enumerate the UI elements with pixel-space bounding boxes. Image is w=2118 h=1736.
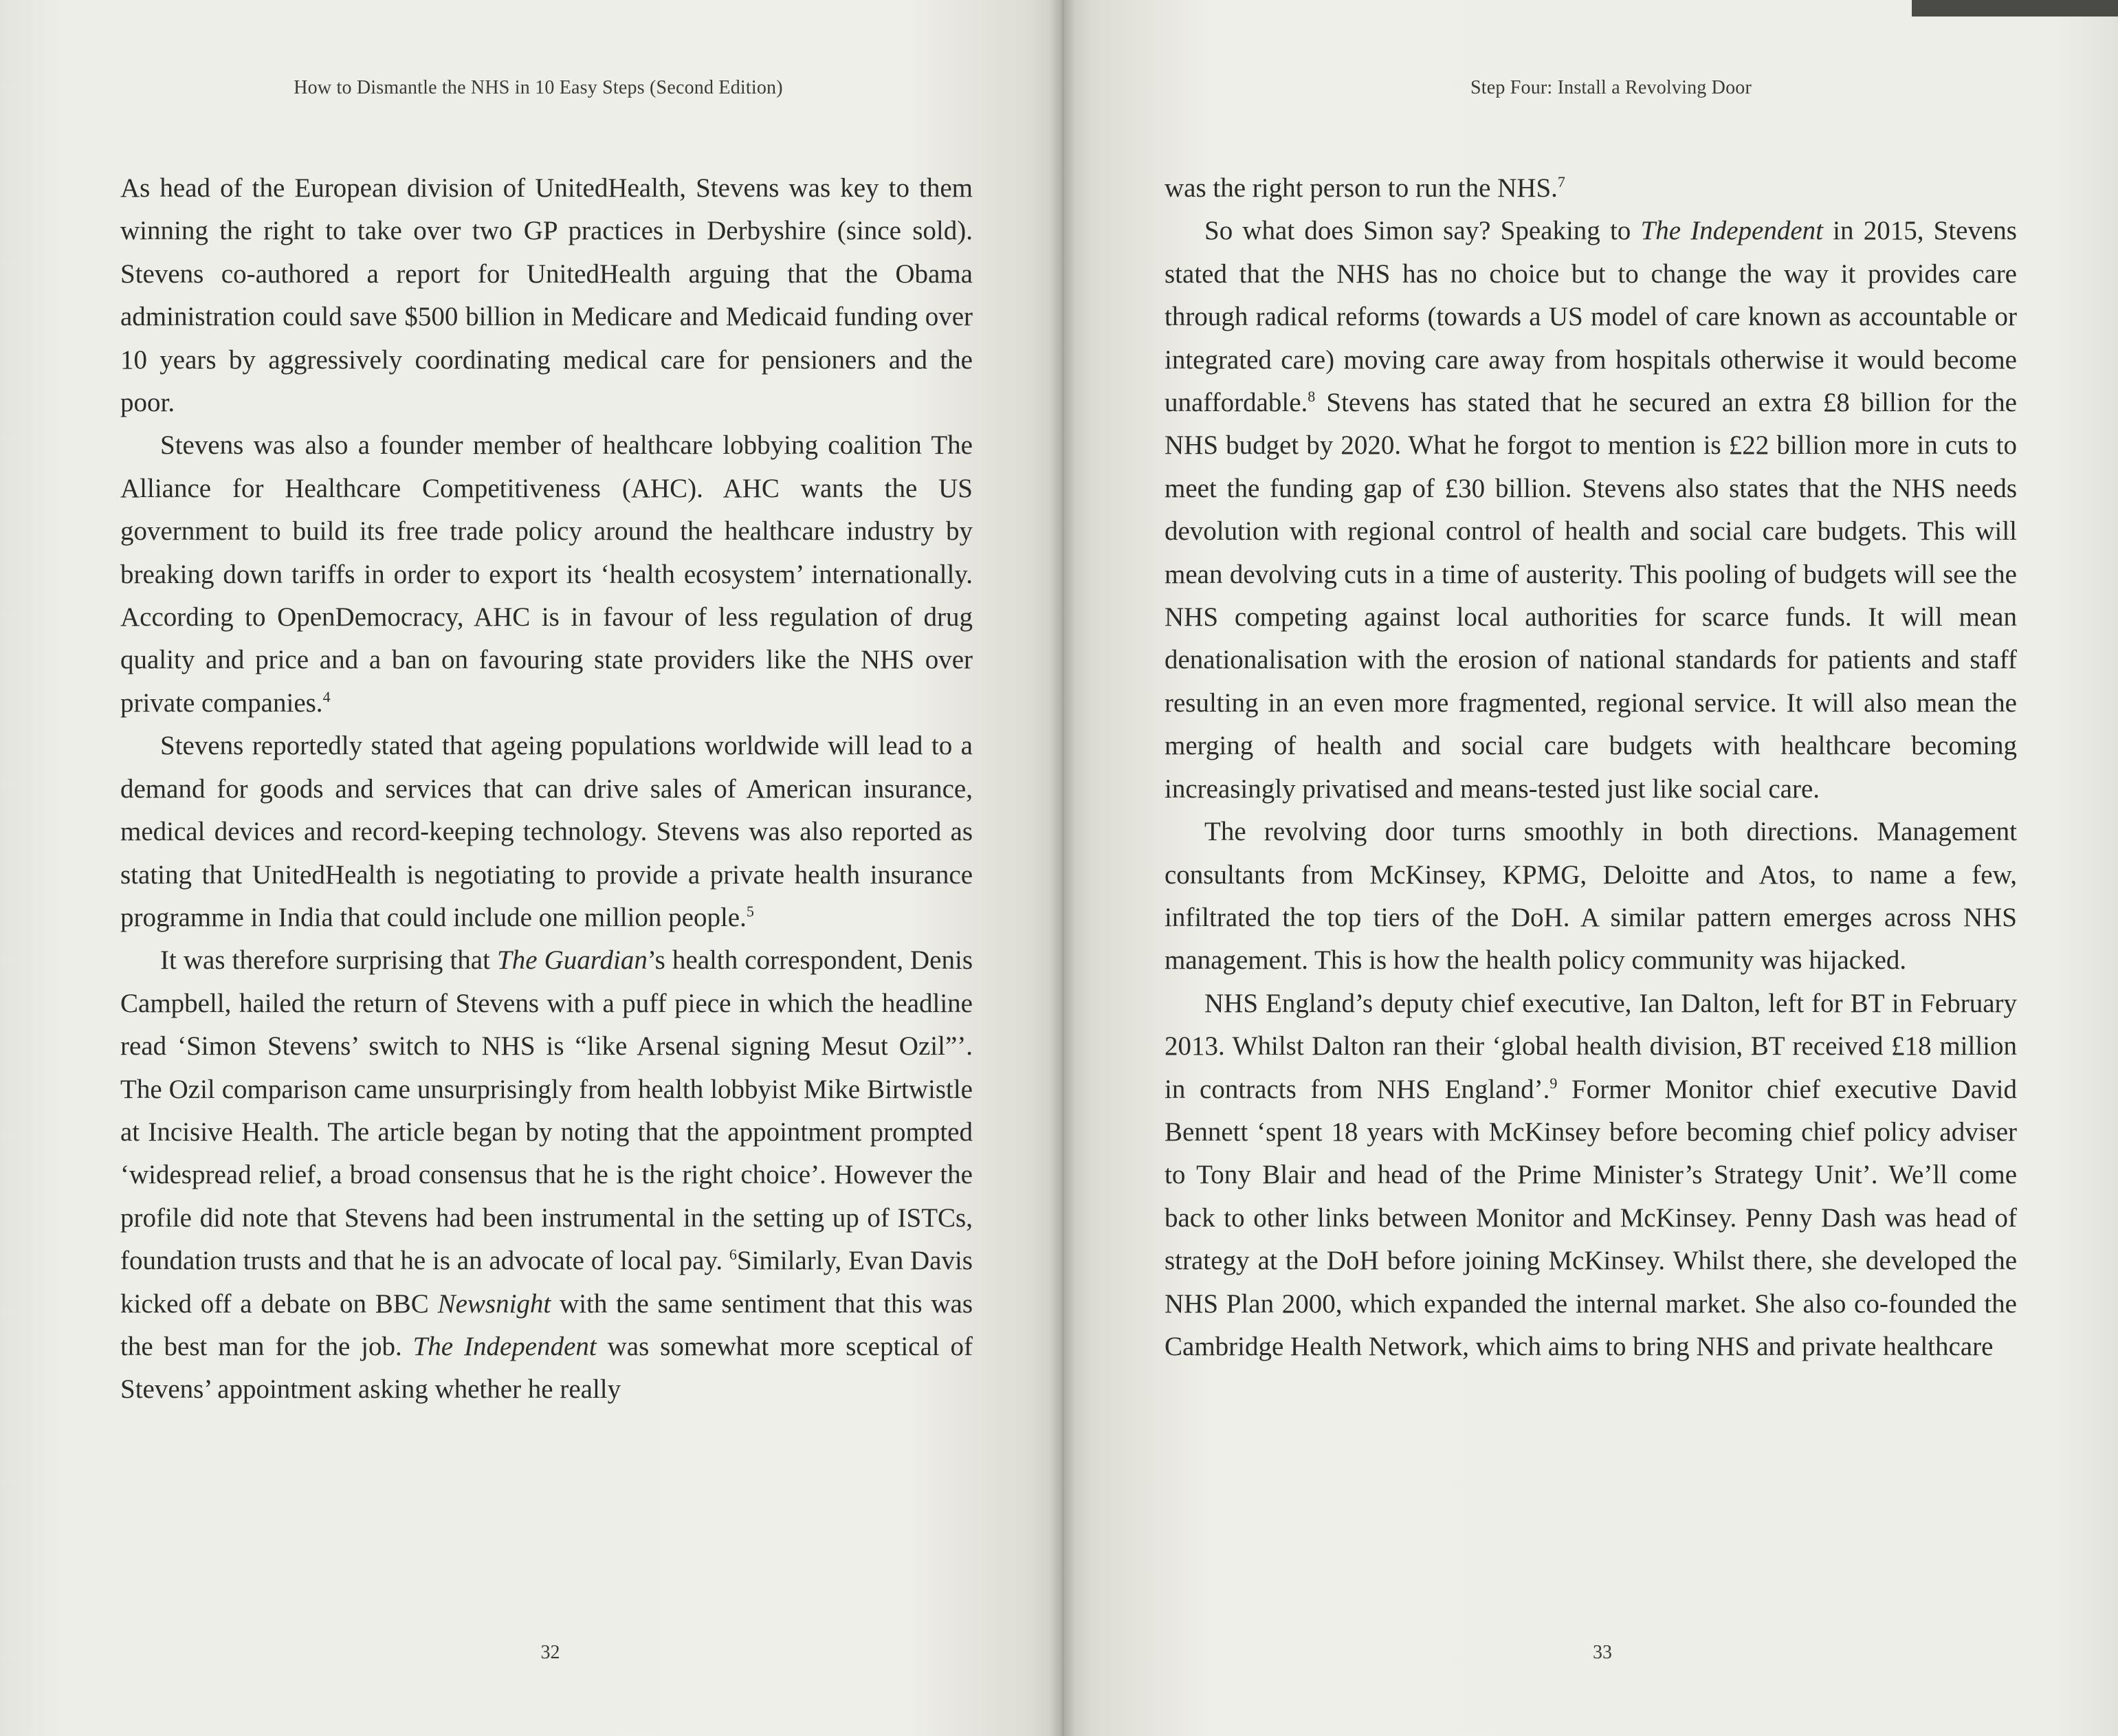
text-span: Stevens was also a founder member of healthcare lobbying coalition The Alliance for Healthcare Competitiveness (AHC). AHC wants the US government to build its free trade policy around the healthcare industry by breaking down tariffs in order to export its ‘health ecosystem’ internationally. According to OpenDemocracy, AHC is in favour of less regulation of drug quality and price and a ban on favouring state providers like the NHS over private companies. [120,430,973,718]
left-body-text [120,167,973,1411]
footnote-marker: 5 [746,902,754,920]
text-span: As head of the European division of UnitedHealth, Stevens was key to them winning the right to take over two GP practices in Derbyshire (since sold). Stevens co-authored a report for UnitedHealth arguing that the Obama administration could save $500 billion in Medicare and Medicaid funding over 10 years by aggressively coordinating medical care for pensioners and the poor. [120,173,973,418]
text-span: The revolving door turns smoothly in both directions. Management consultants from McKinsey, KPMG, Deloitte and Atos, to name a few, infiltrated the top tiers of the DoH. A similar pattern emerges across NHS management. This is how the health policy community was hijacked. [1165,817,2017,976]
text-span: in 2015, Stevens stated that the NHS has no choice but to change the way it provides care through radical reforms (towards a US model of care known as accountable or integrated care) moving care away from hospitals otherwise it would become unaffordable. [1165,216,2017,418]
page-edge-shadow [1912,0,2118,17]
left-paragraph-2 [120,424,973,725]
running-head-right: Step Four: Install a Revolving Door [1470,77,1752,98]
programme-title: Newsnight [437,1288,551,1319]
left-paragraph-1 [120,167,973,424]
footnote-marker: 7 [1557,173,1565,190]
publication-title: The Independent [412,1331,597,1361]
page-number-left: 32 [540,1642,560,1663]
book-gutter [1050,0,1075,1736]
text-span: Stevens has stated that he secured an extra £8 billion for the NHS budget by 2020. What he forgot to mention is £22 billion more in cuts to meet the funding gap of £30 billion. Stevens also states that the NHS needs devolution with regional control of health and social care budgets. This will mean devolving cuts in a time of austerity. This pooling of budgets will see the NHS competing against local authorities for scarce funds. It will mean denationalisation with the erosion of national standards for patients and staff resulting in an even more fragmented, regional service. It will also mean the merging of health and social care budgets with healthcare becoming increasingly privatised and means-tested just like social care. [1165,388,2017,804]
page-number-right: 33 [1593,1642,1612,1663]
right-page [1063,0,2118,1736]
right-paragraph-4 [1165,982,2017,1369]
right-body-text [1165,167,2017,1368]
left-paragraph-4 [120,939,973,1411]
running-head-left: How to Dismantle the NHS in 10 Easy Steps (Second Edition) [294,77,783,98]
text-span: Stevens reportedly stated that ageing populations worldwide will lead to a demand for goods and services that can drive sales of American insurance, medical devices and record-keeping technology. Stevens was also reported as stating that UnitedHealth is negotiating to provide a private health insurance programme in India that could include one million people. [120,731,973,932]
text-span: with the same sentiment that this was the best man for the job. [120,1288,973,1361]
text-span: was the right person to run the NHS. [1165,173,1558,203]
text-span: Former Monitor chief executive David Bennett ‘spent 18 years with McKinsey before becoming chief policy adviser to Tony Blair and head of the Prime Minister’s Strategy Unit’. We’ll come back to other links between Monitor and McKinsey. Penny Dash was head of strategy at the DoH before joining McKinsey. Whilst there, she developed the NHS Plan 2000, which expanded the internal market. She also co-founded the Cambridge Health Network, which aims to bring NHS and private healthcare [1165,1074,2017,1361]
text-span: ’s health correspondent, Denis Campbell, hailed the return of Stevens with a puff piece in which the headline read ‘Simon Stevens’ switch to NHS is “like Arsenal signing Mesut Ozil”’. The Ozil comparison came unsurprisingly from health lobbyist Mike Birtwistle at Incisive Health. The article began by noting that the appointment prompted ‘widespread relief, a broad consensus that he is the right choice’. However the profile did note that Stevens had been instrumental in the setting up of ISTCs, foundation trusts and that he is an advocate of local pay. [120,945,973,1276]
publication-title: The Guardian [497,945,648,976]
right-paragraph-2 [1165,210,2017,811]
text-span: Similarly, Evan Davis kicked off a debate on BBC [120,1246,973,1319]
left-paragraph-3 [120,725,973,939]
right-paragraph-1 [1165,167,2017,210]
footnote-marker: 8 [1308,388,1316,406]
text-span: NHS England’s deputy chief executive, Ian Dalton, left for BT in February 2013. Whilst Dalton ran their ‘global health division, BT received £18 million in contracts from NHS England’. [1165,988,2017,1104]
text-span: It was therefore surprising that [160,945,498,976]
publication-title: The Independent [1640,216,1823,246]
footnote-marker: 6 [729,1246,737,1264]
text-span: was somewhat more sceptical of Stevens’ appointment asking whether he really [120,1331,973,1405]
right-paragraph-3 [1165,811,2017,982]
footnote-marker: 9 [1549,1074,1558,1092]
footnote-marker: 4 [322,688,331,705]
text-span: So what does Simon say? Speaking to [1204,216,1641,246]
